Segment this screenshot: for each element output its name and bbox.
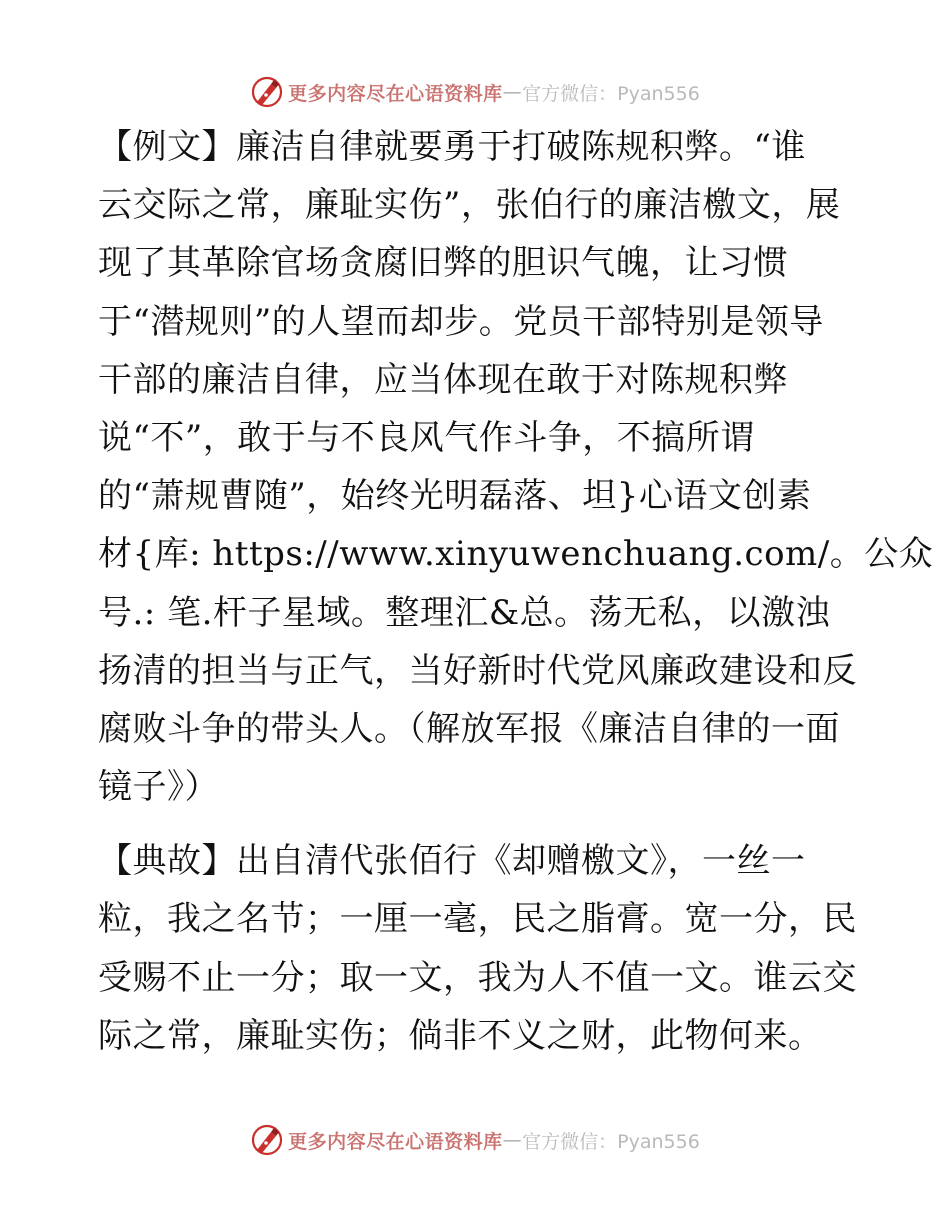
text-line: 粒，我之名节；一厘一毫，民之脂膏。宽一分，民 [98,899,857,940]
example-paragraph [98,118,934,816]
pen-logo-icon [250,1123,284,1157]
watermark-contact: 官方微信：Pyan556 [522,1130,700,1153]
text-line: 【例文】廉洁自律就要勇于打破陈规积弊。“谁 [98,127,806,167]
allusion-paragraph [98,832,858,1065]
text-line: 号.: 笔.杆子星域。整理汇&总。荡无私，以激浊 [98,592,831,633]
watermark-contact: 官方微信：Pyan556 [522,82,700,105]
text-line: 镜子》） [98,767,219,808]
watermark-separator: — [502,1129,523,1151]
text-line: 说“不”，敢于与不良风气作斗争，不搞所谓 [98,417,755,458]
footer-watermark [0,1120,950,1160]
text-line: 受赐不止一分；取一文，我为人不值一文。谁云交 [98,957,857,998]
watermark-separator: — [502,81,523,103]
text-line: 云交际之常，廉耻实伤”，张伯行的廉洁檄文，展 [98,185,841,226]
text-line: 材{库: https://www.xinyuwenchuang.com/。公众 [98,534,934,575]
document-body [98,118,934,1065]
text-line: 干部的廉洁自律，应当体现在敢于对陈规积弊 [98,359,788,400]
watermark-main-text: 更多内容尽在心语资料库 [288,1130,503,1153]
text-line: 现了其革除官场贪腐旧弊的胆识气魄，让习惯 [98,243,788,284]
text-line: 扬清的担当与正气，当好新时代党风廉政建设和反 [98,650,857,691]
watermark-main-text: 更多内容尽在心语资料库 [288,82,503,105]
text-line: 际之常，廉耻实伤；倘非不义之财，此物何来。 [98,1015,823,1056]
header-watermark [0,72,950,112]
paragraph-spacer [98,816,858,832]
pen-logo-icon [250,75,284,109]
text-line: 于“潜规则”的人望而却步。党员干部特别是领导 [98,301,824,342]
text-line: 腐败斗争的带头人。（解放军报《廉洁自律的一面 [98,708,840,749]
text-line: 【典故】出自清代张佰行《却赠檄文》，一丝一 [98,841,806,882]
text-line: 的“萧规曹随”，始终光明磊落、坦}心语文创素 [98,476,812,517]
